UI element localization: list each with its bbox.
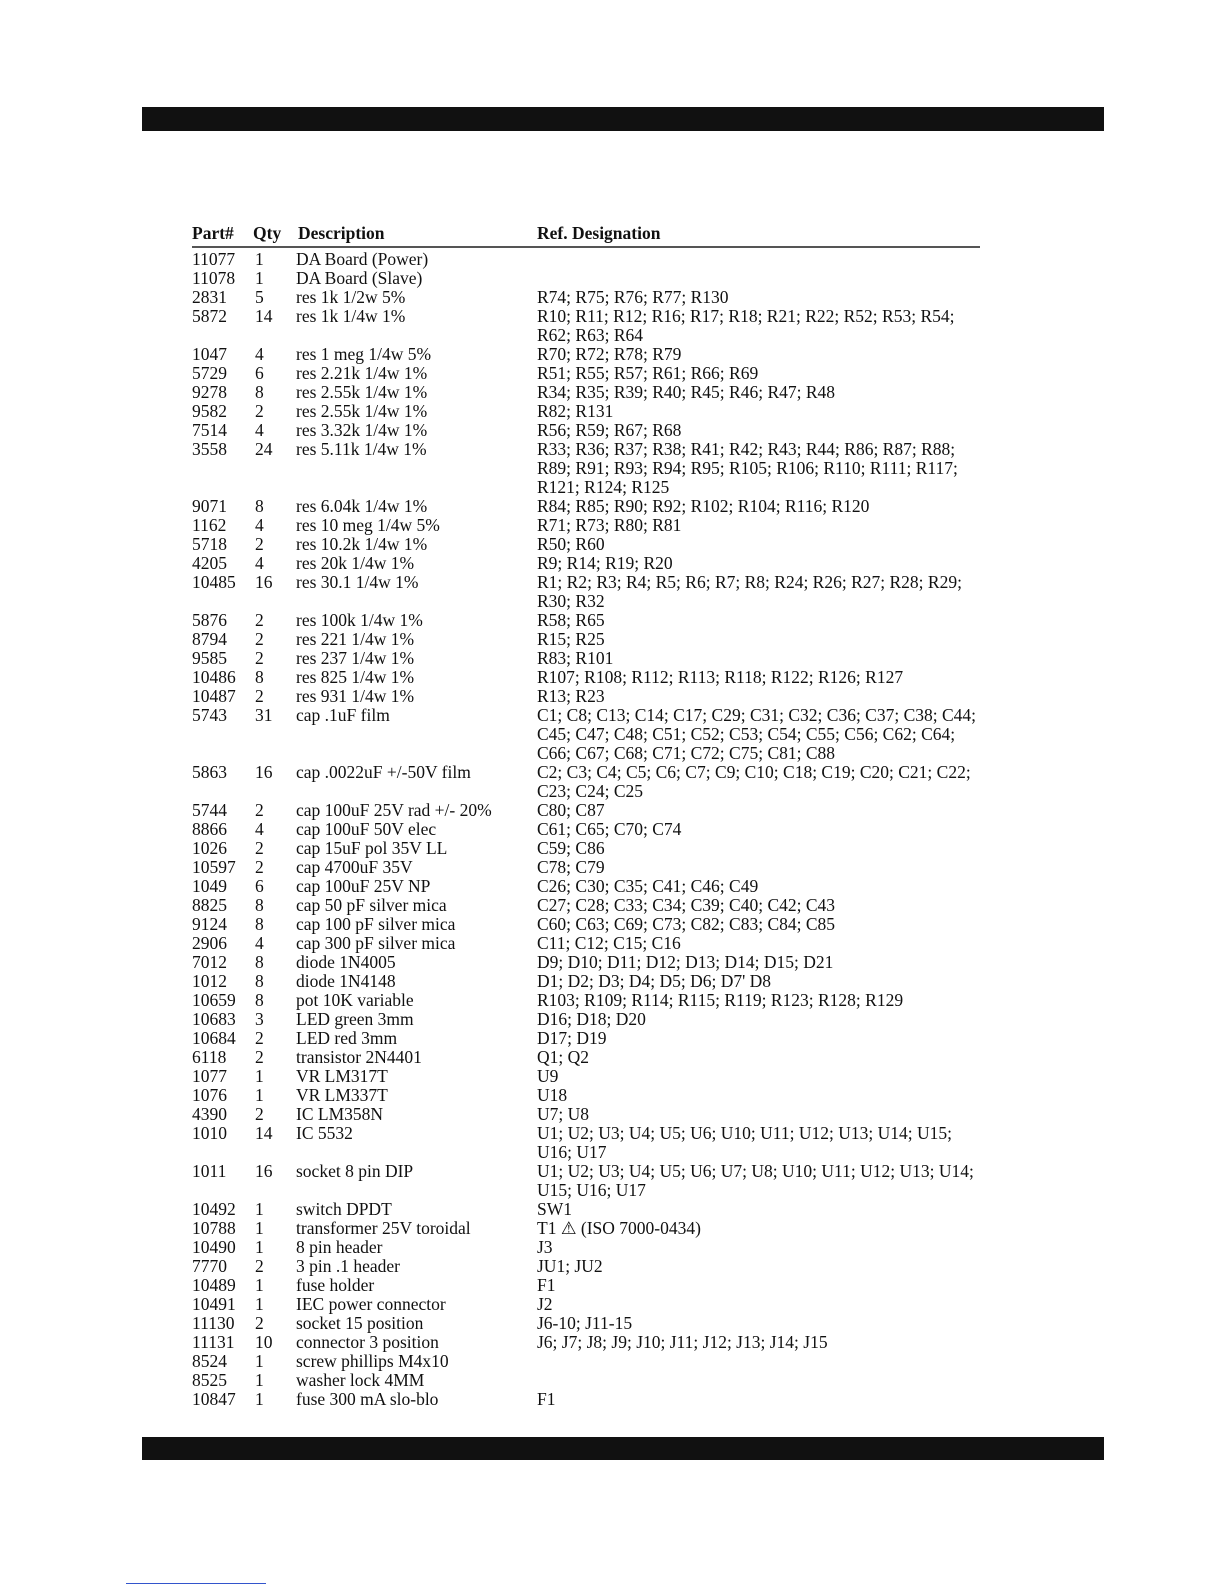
ref-designation: R74; R75; R76; R77; R130 [537, 287, 729, 307]
description: diode 1N4148 [296, 971, 396, 991]
ref-designation: R71; R73; R80; R81 [537, 515, 682, 535]
ref-designation: JU1; JU2 [537, 1256, 603, 1276]
ref-designation: C2; C3; C4; C5; C6; C7; C9; C10; C18; C19; C20; C21; C22; C23; C24; C25 [537, 762, 971, 801]
ref-designation: U1; U2; U3; U4; U5; U6; U10; U11; U12; U13; U14; U15; U16; U17 [537, 1123, 952, 1162]
table-row [192, 858, 982, 877]
quantity: 4 [255, 515, 264, 535]
description: res 1k 1/4w 1% [296, 306, 406, 326]
description: res 1 meg 1/4w 5% [296, 344, 432, 364]
quantity: 8 [255, 895, 264, 915]
table-row [192, 1105, 982, 1124]
table-row [192, 497, 982, 516]
table-row [192, 820, 982, 839]
table-row [192, 1124, 982, 1162]
ref-designation: C80; C87 [537, 800, 605, 820]
quantity: 1 [255, 1237, 264, 1257]
quantity: 1 [255, 1218, 264, 1238]
quantity: 2 [255, 686, 264, 706]
part-number: 1010 [192, 1123, 227, 1143]
part-number: 7514 [192, 420, 227, 440]
ref-designation: U18 [537, 1085, 568, 1105]
part-number: 1026 [192, 838, 227, 858]
quantity: 6 [255, 363, 264, 383]
ref-designation [537, 269, 977, 288]
header-part: Part# [192, 223, 234, 243]
description: IC LM358N [296, 1104, 384, 1124]
table-row [192, 896, 982, 915]
table-row [192, 269, 982, 288]
ref-designation: R10; R11; R12; R16; R17; R18; R21; R22; R52; R53; R54; R62; R63; R64 [537, 306, 955, 345]
description: transistor 2N4401 [296, 1047, 422, 1067]
part-number: 5743 [192, 705, 227, 725]
part-number: 9071 [192, 496, 227, 516]
ref-designation: R33; R36; R37; R38; R41; R42; R43; R44; R86; R87; R88; R89; R91; R93; R94; R95; R105; R106; R110; R111; R117; R121; R124; R125 [537, 439, 958, 497]
part-number: 10491 [192, 1294, 236, 1314]
table-row [192, 364, 982, 383]
quantity: 16 [255, 1161, 273, 1181]
description: cap 4700uF 35V [296, 857, 413, 877]
part-number: 10492 [192, 1199, 236, 1219]
table-row [192, 1295, 982, 1314]
description: cap 100uF 25V rad +/- 20% [296, 800, 492, 820]
table-row [192, 1200, 982, 1219]
part-number: 5729 [192, 363, 227, 383]
quantity: 1 [255, 268, 264, 288]
quantity: 10 [255, 1332, 273, 1352]
ref-designation: J3 [537, 1237, 553, 1257]
description: res 1k 1/2w 5% [296, 287, 406, 307]
header-ref-designation: Ref. Designation [537, 223, 661, 243]
part-number: 1049 [192, 876, 227, 896]
description: DA Board (Power) [296, 249, 429, 269]
quantity: 2 [255, 1104, 264, 1124]
quantity: 1 [255, 1199, 264, 1219]
description: res 3.32k 1/4w 1% [296, 420, 428, 440]
description: res 10 meg 1/4w 5% [296, 515, 440, 535]
quantity: 4 [255, 933, 264, 953]
ref-designation: U9 [537, 1066, 559, 1086]
table-row [192, 554, 982, 573]
table-row [192, 801, 982, 820]
ref-designation: R84; R85; R90; R92; R102; R104; R116; R120 [537, 496, 870, 516]
part-number: 1012 [192, 971, 227, 991]
ref-designation: F1 [537, 1389, 556, 1409]
quantity: 16 [255, 762, 273, 782]
quantity: 2 [255, 857, 264, 877]
quantity: 16 [255, 572, 273, 592]
table-row [192, 877, 982, 896]
ref-designation: C11; C12; C15; C16 [537, 933, 681, 953]
table-header [192, 222, 982, 246]
header-description: Description [298, 223, 385, 243]
description: screw phillips M4x10 [296, 1351, 449, 1371]
table-row [192, 763, 982, 801]
description: 8 pin header [296, 1237, 383, 1257]
description: socket 15 position [296, 1313, 424, 1333]
quantity: 8 [255, 990, 264, 1010]
quantity: 3 [255, 1009, 264, 1029]
table-row [192, 1029, 982, 1048]
description: VR LM337T [296, 1085, 388, 1105]
ref-designation: F1 [537, 1275, 556, 1295]
quantity: 8 [255, 382, 264, 402]
part-number: 1077 [192, 1066, 227, 1086]
description: fuse holder [296, 1275, 375, 1295]
header-rule [192, 246, 980, 248]
ref-designation: Q1; Q2 [537, 1047, 590, 1067]
description: res 221 1/4w 1% [296, 629, 415, 649]
quantity: 2 [255, 401, 264, 421]
part-number: 10490 [192, 1237, 236, 1257]
parts-list-table [192, 222, 982, 1409]
quantity: 1 [255, 1370, 264, 1390]
link-underline [126, 1583, 266, 1584]
part-number: 8794 [192, 629, 227, 649]
quantity: 14 [255, 1123, 273, 1143]
description: res 931 1/4w 1% [296, 686, 415, 706]
quantity: 1 [255, 1389, 264, 1409]
ref-designation: J2 [537, 1294, 553, 1314]
quantity: 24 [255, 439, 273, 459]
part-number: 11131 [192, 1332, 235, 1352]
description: socket 8 pin DIP [296, 1161, 414, 1181]
part-number: 11078 [192, 268, 236, 288]
part-number: 9582 [192, 401, 227, 421]
table-row [192, 1238, 982, 1257]
part-number: 10683 [192, 1009, 236, 1029]
ref-designation: R83; R101 [537, 648, 614, 668]
table-row [192, 953, 982, 972]
description: res 10.2k 1/4w 1% [296, 534, 428, 554]
quantity: 31 [255, 705, 273, 725]
description: IEC power connector [296, 1294, 446, 1314]
description: cap 100 pF silver mica [296, 914, 456, 934]
header-bar [142, 107, 1104, 131]
quantity: 8 [255, 667, 264, 687]
description: switch DPDT [296, 1199, 392, 1219]
part-number: 10659 [192, 990, 236, 1010]
quantity: 8 [255, 914, 264, 934]
quantity: 1 [255, 1294, 264, 1314]
part-number: 2906 [192, 933, 227, 953]
quantity: 6 [255, 876, 264, 896]
part-number: 6118 [192, 1047, 227, 1067]
table-row [192, 630, 982, 649]
part-number: 1011 [192, 1161, 227, 1181]
part-number: 1162 [192, 515, 227, 535]
part-number: 8866 [192, 819, 227, 839]
table-row [192, 402, 982, 421]
table-row [192, 421, 982, 440]
part-number: 8525 [192, 1370, 227, 1390]
part-number: 1076 [192, 1085, 227, 1105]
description: cap .0022uF +/-50V film [296, 762, 471, 782]
ref-designation: R15; R25 [537, 629, 605, 649]
part-number: 10486 [192, 667, 236, 687]
table-row [192, 972, 982, 991]
part-number: 10489 [192, 1275, 236, 1295]
description: res 2.55k 1/4w 1% [296, 401, 428, 421]
ref-designation: C1; C8; C13; C14; C17; C29; C31; C32; C36; C37; C38; C44; C45; C47; C48; C51; C52; C53; C54; C55; C56; C62; C64; C66; C67; C68; C71; C72; C75; C81; C88 [537, 705, 977, 763]
part-number: 10485 [192, 572, 236, 592]
part-number: 11130 [192, 1313, 235, 1333]
ref-designation: R103; R109; R114; R115; R119; R123; R128; R129 [537, 990, 904, 1010]
quantity: 2 [255, 1256, 264, 1276]
ref-designation: D16; D18; D20 [537, 1009, 646, 1029]
ref-designation: R1; R2; R3; R4; R5; R6; R7; R8; R24; R26; R27; R28; R29; R30; R32 [537, 572, 962, 611]
quantity: 2 [255, 800, 264, 820]
table-row [192, 535, 982, 554]
table-row [192, 1219, 982, 1238]
ref-designation: J6; J7; J8; J9; J10; J11; J12; J13; J14; J15 [537, 1332, 828, 1352]
ref-designation: R50; R60 [537, 534, 605, 554]
part-number: 4205 [192, 553, 227, 573]
ref-designation: C26; C30; C35; C41; C46; C49 [537, 876, 759, 896]
table-row [192, 706, 982, 763]
table-row [192, 1257, 982, 1276]
quantity: 8 [255, 952, 264, 972]
table-row [192, 1371, 982, 1390]
table-row [192, 440, 982, 497]
ref-designation: R107; R108; R112; R113; R118; R122; R126; R127 [537, 667, 904, 687]
part-number: 9124 [192, 914, 227, 934]
ref-designation: R13; R23 [537, 686, 605, 706]
ref-designation: C60; C63; C69; C73; C82; C83; C84; C85 [537, 914, 836, 934]
part-number: 5876 [192, 610, 227, 630]
part-number: 5718 [192, 534, 227, 554]
quantity: 2 [255, 1313, 264, 1333]
table-row [192, 1276, 982, 1295]
table-row [192, 668, 982, 687]
part-number: 5872 [192, 306, 227, 326]
part-number: 10788 [192, 1218, 236, 1238]
table-row [192, 383, 982, 402]
quantity: 1 [255, 1351, 264, 1371]
ref-designation: R82; R131 [537, 401, 614, 421]
table-row [192, 1010, 982, 1029]
part-number: 7770 [192, 1256, 227, 1276]
table-row [192, 1314, 982, 1333]
description: washer lock 4MM [296, 1370, 425, 1390]
description: cap 15uF pol 35V LL [296, 838, 448, 858]
description: fuse 300 mA slo-blo [296, 1389, 439, 1409]
part-number: 7012 [192, 952, 227, 972]
ref-designation: R58; R65 [537, 610, 605, 630]
ref-designation: C27; C28; C33; C34; C39; C40; C42; C43 [537, 895, 836, 915]
description: VR LM317T [296, 1066, 388, 1086]
quantity: 4 [255, 819, 264, 839]
description: cap .1uF film [296, 705, 390, 725]
ref-designation: D9; D10; D11; D12; D13; D14; D15; D21 [537, 952, 834, 972]
part-number: 9585 [192, 648, 227, 668]
description: res 237 1/4w 1% [296, 648, 415, 668]
ref-designation: R34; R35; R39; R40; R45; R46; R47; R48 [537, 382, 836, 402]
table-body [192, 246, 982, 1409]
description: LED red 3mm [296, 1028, 398, 1048]
ref-designation: U1; U2; U3; U4; U5; U6; U7; U8; U10; U11; U12; U13; U14; U15; U16; U17 [537, 1161, 974, 1200]
table-row [192, 915, 982, 934]
part-number: 10487 [192, 686, 236, 706]
table-row [192, 1390, 982, 1409]
description: 3 pin .1 header [296, 1256, 400, 1276]
ref-designation [537, 250, 977, 269]
description: IC 5532 [296, 1123, 353, 1143]
part-number: 5863 [192, 762, 227, 782]
description: pot 10K variable [296, 990, 414, 1010]
quantity: 2 [255, 648, 264, 668]
description: cap 50 pF silver mica [296, 895, 447, 915]
ref-designation: R51; R55; R57; R61; R66; R69 [537, 363, 759, 383]
ref-designation: C61; C65; C70; C74 [537, 819, 682, 839]
table-row [192, 516, 982, 535]
quantity: 2 [255, 534, 264, 554]
part-number: 8825 [192, 895, 227, 915]
table-row [192, 649, 982, 668]
table-row [192, 687, 982, 706]
description: diode 1N4005 [296, 952, 396, 972]
table-row [192, 839, 982, 858]
ref-designation: D17; D19 [537, 1028, 607, 1048]
description: res 20k 1/4w 1% [296, 553, 415, 573]
table-row [192, 991, 982, 1010]
quantity: 8 [255, 971, 264, 991]
ref-designation: SW1 [537, 1199, 572, 1219]
description: cap 100uF 50V elec [296, 819, 437, 839]
ref-designation [537, 1352, 977, 1371]
description: res 2.55k 1/4w 1% [296, 382, 428, 402]
ref-designation: C78; C79 [537, 857, 605, 877]
part-number: 10597 [192, 857, 236, 877]
quantity: 4 [255, 553, 264, 573]
quantity: 14 [255, 306, 273, 326]
table-row [192, 1067, 982, 1086]
part-number: 10847 [192, 1389, 236, 1409]
quantity: 2 [255, 610, 264, 630]
quantity: 4 [255, 420, 264, 440]
table-row [192, 345, 982, 364]
description: res 5.11k 1/4w 1% [296, 439, 427, 459]
table-row [192, 307, 982, 345]
quantity: 5 [255, 287, 264, 307]
table-row [192, 611, 982, 630]
table-row [192, 1086, 982, 1105]
table-row [192, 250, 982, 269]
quantity: 4 [255, 344, 264, 364]
part-number: 11077 [192, 249, 236, 269]
ref-designation [537, 1371, 977, 1390]
description: DA Board (Slave) [296, 268, 423, 288]
quantity: 1 [255, 1275, 264, 1295]
ref-designation: U7; U8 [537, 1104, 590, 1124]
ref-designation: T1 ⚠ (ISO 7000-0434) [537, 1218, 701, 1238]
table-row [192, 288, 982, 307]
part-number: 4390 [192, 1104, 227, 1124]
part-number: 5744 [192, 800, 227, 820]
description: cap 100uF 25V NP [296, 876, 431, 896]
ref-designation: J6-10; J11-15 [537, 1313, 633, 1333]
footer-bar [142, 1437, 1104, 1460]
table-row [192, 1162, 982, 1200]
table-row [192, 934, 982, 953]
description: res 6.04k 1/4w 1% [296, 496, 428, 516]
description: transformer 25V toroidal [296, 1218, 471, 1238]
description: res 30.1 1/4w 1% [296, 572, 419, 592]
ref-designation: R9; R14; R19; R20 [537, 553, 673, 573]
header-qty: Qty [253, 223, 282, 243]
table-row [192, 1048, 982, 1067]
part-number: 1047 [192, 344, 227, 364]
part-number: 10684 [192, 1028, 236, 1048]
part-number: 3558 [192, 439, 227, 459]
part-number: 8524 [192, 1351, 227, 1371]
description: res 100k 1/4w 1% [296, 610, 423, 630]
ref-designation: D1; D2; D3; D4; D5; D6; D7' D8 [537, 971, 772, 991]
quantity: 8 [255, 496, 264, 516]
table-row [192, 1352, 982, 1371]
quantity: 1 [255, 1085, 264, 1105]
part-number: 2831 [192, 287, 227, 307]
description: LED green 3mm [296, 1009, 414, 1029]
description: res 825 1/4w 1% [296, 667, 415, 687]
quantity: 1 [255, 249, 264, 269]
table-row [192, 1333, 982, 1352]
quantity: 2 [255, 629, 264, 649]
description: connector 3 position [296, 1332, 439, 1352]
quantity: 2 [255, 838, 264, 858]
part-number: 9278 [192, 382, 227, 402]
table-row [192, 573, 982, 611]
quantity: 2 [255, 1047, 264, 1067]
description: cap 300 pF silver mica [296, 933, 456, 953]
description: res 2.21k 1/4w 1% [296, 363, 428, 383]
ref-designation: C59; C86 [537, 838, 605, 858]
quantity: 2 [255, 1028, 264, 1048]
ref-designation: R56; R59; R67; R68 [537, 420, 682, 440]
quantity: 1 [255, 1066, 264, 1086]
ref-designation: R70; R72; R78; R79 [537, 344, 682, 364]
